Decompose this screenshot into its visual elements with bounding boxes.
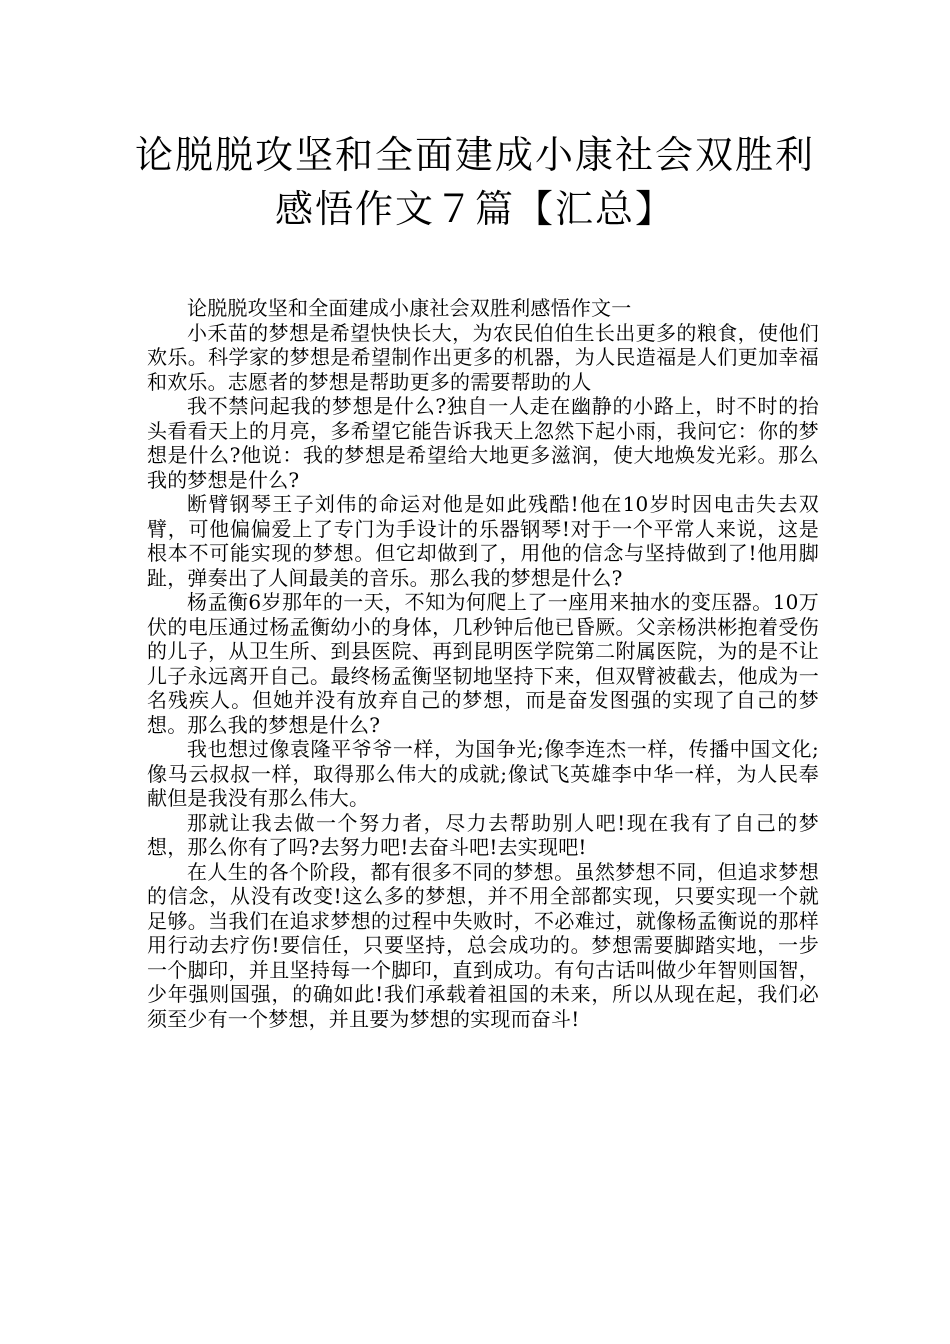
paragraph: 那就让我去做一个努力者，尽力去帮助别人吧!现在我有了自己的梦想，那么你有了吗?去努力吧!去奋斗吧!去实现吧! bbox=[147, 810, 819, 859]
paragraph: 我也想过像袁隆平爷爷一样，为国争光;像李连杰一样，传播中国文化;像马云叔叔一样，取得那么伟大的成就;像试飞英雄李中华一样，为人民奉献但是我没有那么伟大。 bbox=[147, 737, 819, 810]
section-heading: 论脱脱攻坚和全面建成小康社会双胜利感悟作文一 bbox=[187, 296, 632, 320]
paragraph: 断臂钢琴王子刘伟的命运对他是如此残酷!他在10岁时因电击失去双臂，可他偏偏爱上了专门为手设计的乐器钢琴!对于一个平常人来说，这是根本不可能实现的梦想。但它却做到了，用他的信念与坚持做到了!他用脚趾，弹奏出了人间最美的音乐。那么我的梦想是什么? bbox=[147, 492, 819, 590]
document-title bbox=[120, 128, 830, 236]
title-line-2: 感悟作文７篇【汇总】 bbox=[274, 187, 675, 231]
title-line-1: 论脱脱攻坚和全面建成小康社会双胜利 bbox=[134, 133, 815, 177]
paragraph: 小禾苗的梦想是希望快快长大，为农民伯伯生长出更多的粮食，使他们欢乐。科学家的梦想是希望制作出更多的机器，为人民造福是人们更加幸福和欢乐。志愿者的梦想是帮助更多的需要帮助的人 bbox=[147, 320, 819, 394]
paragraph: 在人生的各个阶段，都有很多不同的梦想。虽然梦想不同，但追求梦想的信念，从没有改变!这么多的梦想，并不用全部都实现，只要实现一个就足够。当我们在追求梦想的过程中失败时，不必难过，就像杨孟衡说的那样用行动去疗伤!要信任，只要坚持，总会成功的。梦想需要脚踏实地，一步一个脚印，并且坚持每一个脚印，直到成功。有句古话叫做少年智则国智，少年强则国强，的确如此!我们承载着祖国的未来，所以从现在起，我们必须至少有一个梦想，并且要为梦想的实现而奋斗! bbox=[147, 859, 819, 1031]
paragraph: 杨孟衡6岁那年的一天，不知为何爬上了一座用来抽水的变压器。10万伏的电压通过杨孟衡幼小的身体，几秒钟后他已昏厥。父亲杨洪彬抱着受伤的儿子，从卫生所、到县医院、再到昆明医学院第二附属医院，为的是不让儿子永远离开自己。最终杨孟衡坚韧地坚持下来，但双臂被截去，他成为一名残疾人。但她并没有放弃自己的梦想，而是奋发图强的实现了自己的梦想。那么我的梦想是什么? bbox=[147, 590, 819, 737]
paragraph: 我不禁问起我的梦想是什么?独自一人走在幽静的小路上，时不时的抬头看看天上的月亮，多希望它能告诉我天上忽然下起小雨，我问它：你的梦想是什么?他说：我的梦想是希望给大地更多滋润，使大地焕发光彩。那么我的梦想是什么? bbox=[147, 394, 819, 492]
document-body bbox=[147, 296, 819, 1031]
